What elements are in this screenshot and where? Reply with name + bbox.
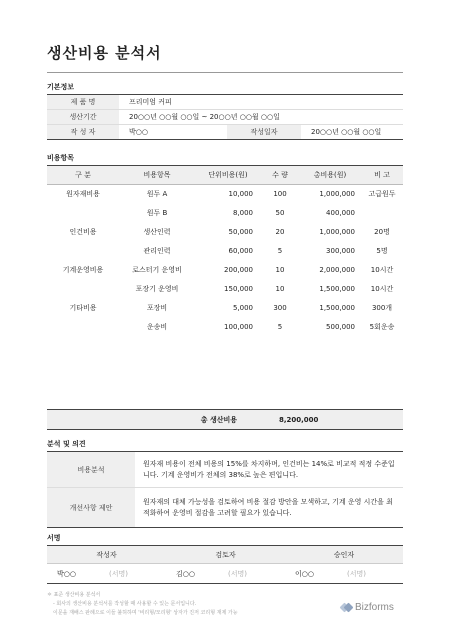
footer-notes (47, 591, 238, 618)
total-cost-cell: 1,000,000 (319, 190, 355, 199)
col-header-note: 비 고 (361, 166, 403, 185)
note-cell: 10시간 (370, 285, 394, 293)
cost-item-cell: 로스터기 운영비 (132, 266, 182, 274)
note-cell (361, 204, 403, 223)
col-header-category: 구 분 (47, 166, 119, 185)
page-title: 생산비용 분석서 (47, 44, 162, 62)
cost-row (47, 204, 403, 223)
cost-category-cell (47, 204, 119, 223)
quantity-cell: 50 (275, 209, 285, 217)
cost-category-cell: 기타비용 (69, 304, 97, 312)
cost-category-cell: 기계운영비용 (62, 266, 104, 274)
signature-table (47, 545, 403, 584)
quantity-cell: 5 (277, 247, 283, 255)
note-cell: 고급원두 (368, 190, 396, 199)
note-cell: 20명 (374, 228, 390, 236)
cost-row (47, 318, 403, 337)
cost-item-cell: 원두 A (146, 190, 168, 199)
note-cell: 10시간 (370, 266, 394, 274)
quantity-cell: 20 (275, 228, 285, 236)
section-title-cost: 비용항목 (47, 154, 75, 162)
unit-cost-cell: 8,000 (232, 209, 253, 217)
bizforms-logo-icon (341, 602, 352, 613)
quantity-cell: 100 (273, 190, 287, 199)
unit-cost-cell: 150,000 (224, 285, 253, 293)
total-cost-cell: 1,500,000 (319, 285, 355, 293)
product-name-label: 제 품 명 (47, 95, 119, 110)
note-cell: 5명 (376, 247, 388, 255)
quantity-cell: 10 (275, 266, 285, 274)
col-header-total-cost: 총비용(원) (299, 166, 361, 185)
cost-analysis-text: 원자재 비용이 전체 비용의 15%를 차지하며, 인건비는 14%로 비교적 적정 수준입니다. 기계 운영비가 전체의 38%로 높은 편입니다. (135, 452, 403, 488)
cost-category-cell (47, 242, 119, 261)
footer-line: ＊ 표준 생산비용 분석서 (47, 592, 101, 598)
total-cost-cell: 400,000 (326, 209, 355, 217)
total-label: 총 생산비용 (47, 410, 261, 430)
note-cell: 5회운송 (369, 323, 395, 331)
improvement-text: 원자재의 대체 가능성을 검토하여 비용 절감 방안을 모색하고, 기계 운영 시간을 최적화하여 운영비 절감을 고려할 필요가 있습니다. (135, 488, 403, 528)
table-row (47, 95, 403, 110)
unit-cost-cell: 5,000 (232, 304, 253, 312)
cost-row (47, 223, 403, 242)
note-cell: 300개 (371, 304, 393, 312)
col-header-quantity: 수 량 (261, 166, 299, 185)
table-row (47, 488, 403, 528)
author-label: 작 성 자 (47, 125, 119, 140)
cost-item-cell: 포장기 운영비 (135, 285, 179, 293)
period-value: 20○○년 ○○월 ○○일 ~ 20○○년 ○○월 ○○일 (119, 110, 403, 125)
cost-row (47, 280, 403, 299)
unit-cost-cell: 200,000 (224, 266, 253, 274)
cost-item-cell: 포장비 (146, 304, 168, 312)
col-header-unit-cost: 단위비용(원) (195, 166, 261, 185)
cost-item-cell: 생산인력 (143, 228, 171, 236)
table-row (47, 125, 403, 140)
signature-role-reviewer: 검토자 (166, 546, 285, 564)
author-value: 박○○ (119, 125, 227, 140)
period-label: 생산기간 (47, 110, 119, 125)
brand-logo (341, 602, 394, 613)
section-title-analysis: 분석 및 의견 (47, 440, 86, 448)
date-value: 20○○년 ○○월 ○○일 (301, 125, 403, 140)
footer-line: 이문을 재배스 판례으로 이들 불허하며 '비리형/모리형' 상자가 진저 코리형 재제 가능 (53, 610, 238, 616)
analysis-table (47, 451, 403, 528)
table-row (47, 452, 403, 488)
basic-info-table (47, 94, 403, 140)
signature-name-approver: 이○○ (285, 564, 347, 584)
cost-item-cell: 관리인력 (143, 247, 171, 255)
cost-category-cell (47, 318, 119, 337)
signature-header-row (47, 546, 403, 564)
cost-item-cell: 원두 B (146, 209, 168, 217)
table-row (47, 110, 403, 125)
section-title-basic: 기본정보 (47, 83, 75, 91)
quantity-cell: 10 (275, 285, 285, 293)
footer-line: - 회사의 생산비용 분석서를 작성할 때 사용할 수 있는 문서입니다. (53, 601, 197, 607)
improvement-label: 개선사항 제안 (47, 488, 135, 528)
cost-row (47, 185, 403, 204)
cost-table (47, 165, 403, 337)
cost-row (47, 242, 403, 261)
unit-cost-cell: 60,000 (228, 247, 253, 255)
total-cost-cell: 2,000,000 (319, 266, 355, 274)
total-cost-cell: 1,000,000 (319, 228, 355, 236)
signature-row (47, 564, 403, 584)
col-header-item: 비용항목 (119, 166, 195, 185)
total-cost-cell: 1,500,000 (319, 304, 355, 312)
date-label: 작성일자 (227, 125, 301, 140)
signature-name-reviewer: 김○○ (166, 564, 228, 584)
cost-category-cell (47, 280, 119, 299)
signature-field-approver[interactable]: (서명) (347, 564, 403, 584)
total-cost-cell: 500,000 (326, 323, 355, 331)
unit-cost-cell: 10,000 (228, 190, 253, 199)
cost-analysis-label: 비용분석 (47, 452, 135, 488)
cost-row (47, 299, 403, 318)
signature-role-approver: 승인자 (285, 546, 403, 564)
total-row (47, 410, 403, 430)
total-cost-cell: 300,000 (326, 247, 355, 255)
cost-row (47, 261, 403, 280)
unit-cost-cell: 50,000 (228, 228, 253, 236)
total-value: 8,200,000 (261, 410, 403, 430)
section-title-sign: 서명 (47, 534, 61, 542)
signature-name-author: 박○○ (47, 564, 109, 584)
cost-category-cell: 원자재비용 (66, 190, 100, 199)
unit-cost-cell: 100,000 (224, 323, 253, 331)
cost-header-row (47, 166, 403, 185)
signature-field-author[interactable]: (서명) (109, 564, 166, 584)
cost-category-cell: 인건비용 (69, 228, 97, 236)
signature-role-author: 작성자 (47, 546, 166, 564)
total-cost-table (47, 409, 403, 430)
title-divider (47, 72, 403, 73)
cost-item-cell: 운송비 (146, 323, 168, 331)
product-name-value: 프리미엄 커피 (119, 95, 403, 110)
quantity-cell: 300 (273, 304, 287, 312)
quantity-cell: 5 (277, 323, 283, 331)
brand-name: Bizforms (355, 602, 394, 613)
signature-field-reviewer[interactable]: (서명) (228, 564, 285, 584)
